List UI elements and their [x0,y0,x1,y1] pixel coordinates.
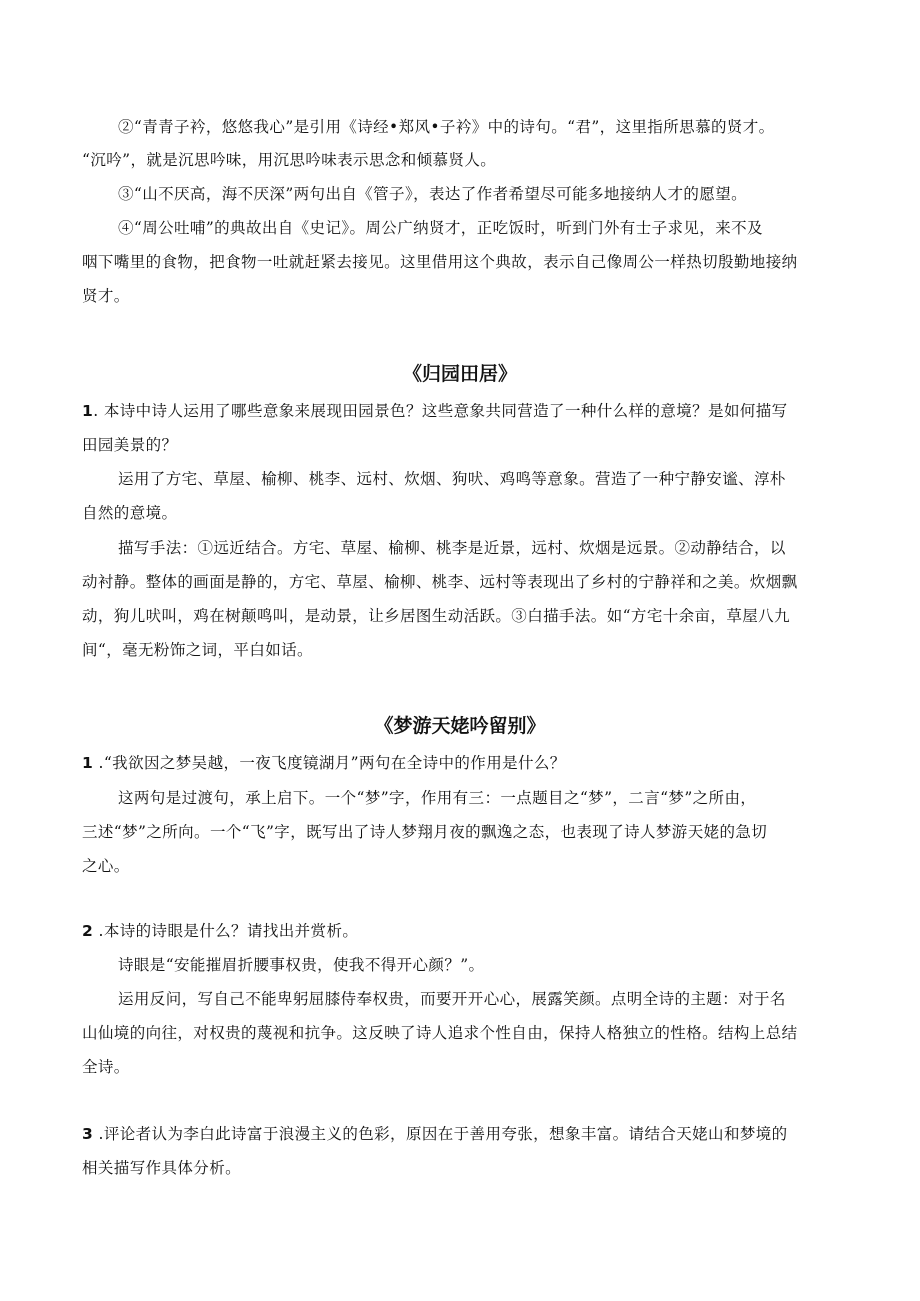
question-text: .本诗的诗眼是什么？请找出并赏析。 [93,922,359,940]
note-4-line-3: 贤才。 [82,287,130,305]
question-number: 1 [82,402,94,420]
question-text: . 本诗中诗人运用了哪些意象来展现田园景色？这些意象共同营造了一种什么样的意境？是如何描写 [93,402,788,420]
answer-1-line-1: 运用了方宅、草屋、榆柳、桃李、远村、炊烟、狗吠、鸡鸣等意象。营造了一种宁静安谧、淳朴 [118,470,786,488]
note-4-line-1: ④“周公吐哺”的典故出自《史记》。周公广纳贤才，正吃饭时，听到门外有士子求见，来不及 [118,219,763,237]
note-3-line-1: ③“山不厌高，海不厌深”两句出自《管子》，表达了作者希望尽可能多地接纳人才的愿望。 [118,185,748,203]
question-1-line-1 [82,753,566,773]
answer-1-line-1: 诗眼是“安能摧眉折腰事权贵，使我不得开心颜？”。 [118,956,485,974]
question-number: 3 [82,1125,94,1143]
question-3-line-2: 相关描写作具体分析。 [82,1159,242,1177]
question-3-line-1 [82,1124,788,1144]
question-number: 2 [82,922,94,940]
answer-line-3: 之心。 [82,857,130,875]
section-title-gui-yuan-tian-ju: 《归园田居》 [402,363,517,385]
question-text: .“我欲因之梦吴越，一夜飞度镜湖月”两句在全诗中的作用是什么？ [93,754,566,772]
answer-2-line-1: 描写手法：①远近结合。方宅、草屋、榆柳、桃李是近景，远村、炊烟是远景。②动静结合，以 [118,539,786,557]
question-text: .评论者认为李白此诗富于浪漫主义的色彩，原因在于善用夸张，想象丰富。请结合天姥山和梦境的 [93,1125,788,1143]
answer-2-line-2: 动衬静。整体的画面是静的，方宅、草屋、榆柳、桃李、远村等表现出了乡村的宁静祥和之美。炊烟飘 [82,573,798,591]
section-title-meng-you-tian-mu: 《梦游天姥吟留别》 [374,715,546,737]
note-2-line-2: “沉吟”，就是沉思吟味，用沉思吟味表示思念和倾慕贤人。 [82,151,497,169]
question-number: 1 [82,754,94,772]
note-2-line-1: ②“青青子衿，悠悠我心”是引用《诗经•郑风•子衿》中的诗句。“君”，这里指所思慕的贤才。 [118,118,775,136]
answer-2-line-3: 动，狗儿吠叫，鸡在树颠鸣叫，是动景，让乡居图生动活跃。③白描手法。如“方宅十余亩，草屋八九 [82,607,790,625]
answer-line-1: 这两句是过渡句，承上启下。一个“梦”字，作用有三：一点题目之“梦”，二言“梦”之所由， [118,789,757,807]
note-4-line-2: 咽下嘴里的食物，把食物一吐就赶紧去接见。这里借用这个典故，表示自己像周公一样热切殷勤地接纳 [82,253,798,271]
answer-2-line-2: 山仙境的向往，对权贵的蔑视和抗争。这反映了诗人追求个性自由，保持人格独立的性格。结构上总结 [82,1024,798,1042]
answer-2-line-4: 间“，毫无粉饰之词，平白如话。 [82,641,313,659]
answer-2-line-1: 运用反问，写自己不能卑躬屈膝侍奉权贵，而要开开心心，展露笑颜。点明全诗的主题：对于名 [118,990,786,1008]
answer-1-line-2: 自然的意境。 [82,504,178,522]
answer-2-line-3: 全诗。 [82,1058,130,1076]
answer-line-2: 三述“梦”之所向。一个“飞”字，既写出了诗人梦翔月夜的飘逸之态，也表现了诗人梦游天姥的急切 [82,823,768,841]
question-1-line-2: 田园美景的？ [82,436,178,454]
question-1-line-1 [82,401,788,421]
question-2-line-1 [82,921,358,941]
